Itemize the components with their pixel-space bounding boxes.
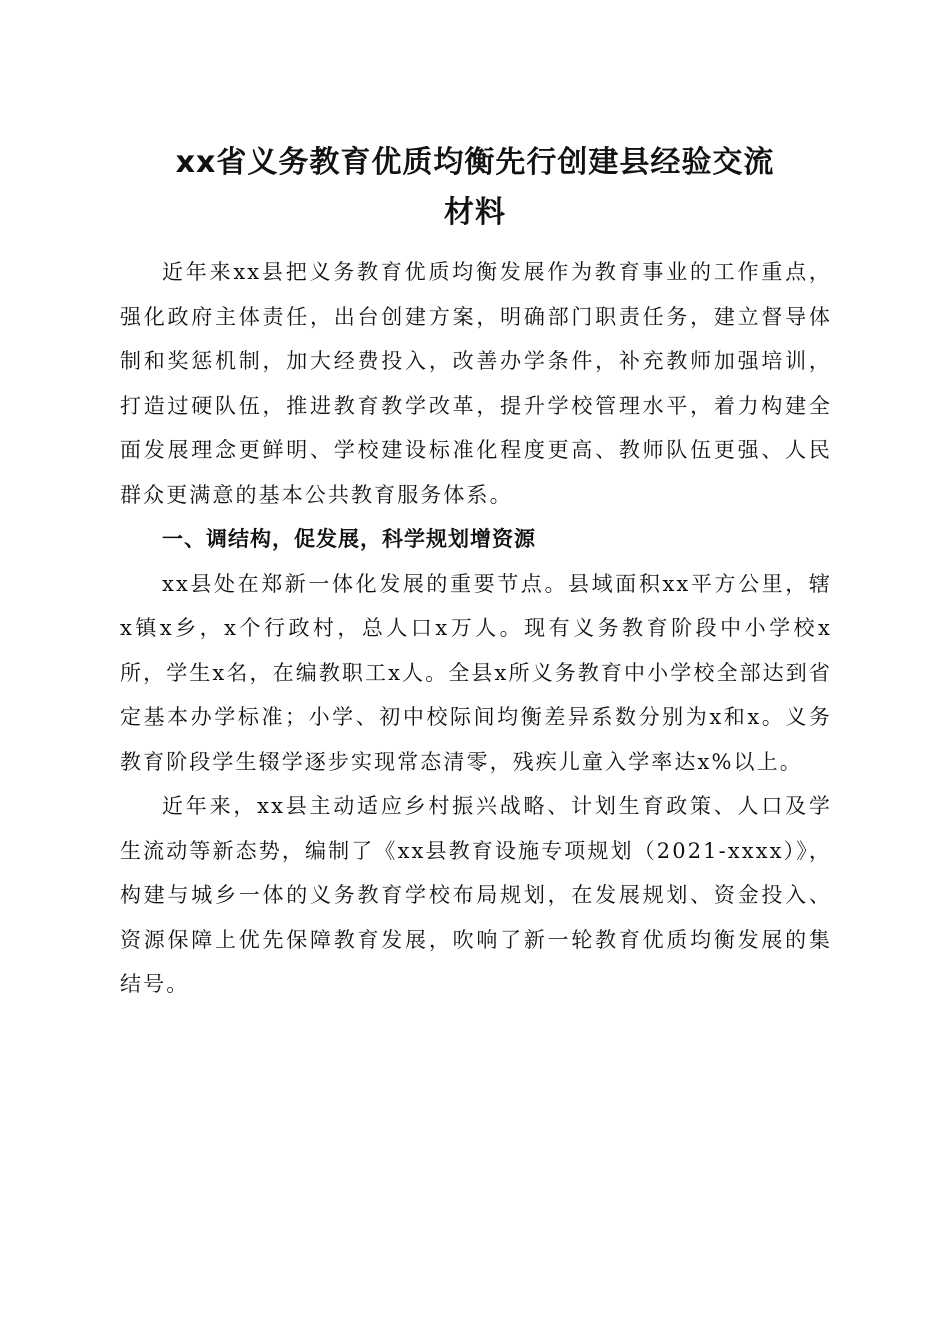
title-line-1: xx省义务教育优质均衡先行创建县经验交流: [175, 145, 775, 180]
section-heading-1: 一、调结构，促发展，科学规划增资源: [162, 527, 536, 551]
document-body: [120, 250, 832, 1007]
intro-paragraph: 近年来xx县把义务教育优质均衡发展作为教育事业的工作重点，强化政府主体责任，出台创建方案，明确部门职责任务，建立督导体制和奖惩机制，加大经费投入，改善办学条件，补充教师加强培训，打造过硬队伍，推进教育教学改革，提升学校管理水平，着力构建全面发展理念更鲜明、学校建设标准化程度更高、教师队伍更强、人民群众更满意的基本公共教育服务体系。: [120, 260, 832, 507]
title-line-2: 材料: [444, 195, 506, 230]
section-1-paragraph-2: 近年来，xx县主动适应乡村振兴战略、计划生育政策、人口及学生流动等新态势，编制了《xx县教育设施专项规划（2021-xxxx）》，构建与城乡一体的义务教育学校布局规划，在发展规划、资金投入、资源保障上优先保障教育发展，吹响了新一轮教育优质均衡发展的集结号。: [120, 794, 832, 996]
document-title: [120, 138, 830, 238]
section-1-paragraph-1: xx县处在郑新一体化发展的重要节点。县域面积xx平方公里，辖x镇x乡，x个行政村，总人口x万人。现有义务教育阶段中小学校x所，学生x名，在编教职工x人。全县x所义务教育中小学校全部达到省定基本办学标准；小学、初中校际间均衡差异系数分别为x和x。义务教育阶段学生辍学逐步实现常态清零，残疾儿童入学率达x%以上。: [120, 571, 832, 774]
